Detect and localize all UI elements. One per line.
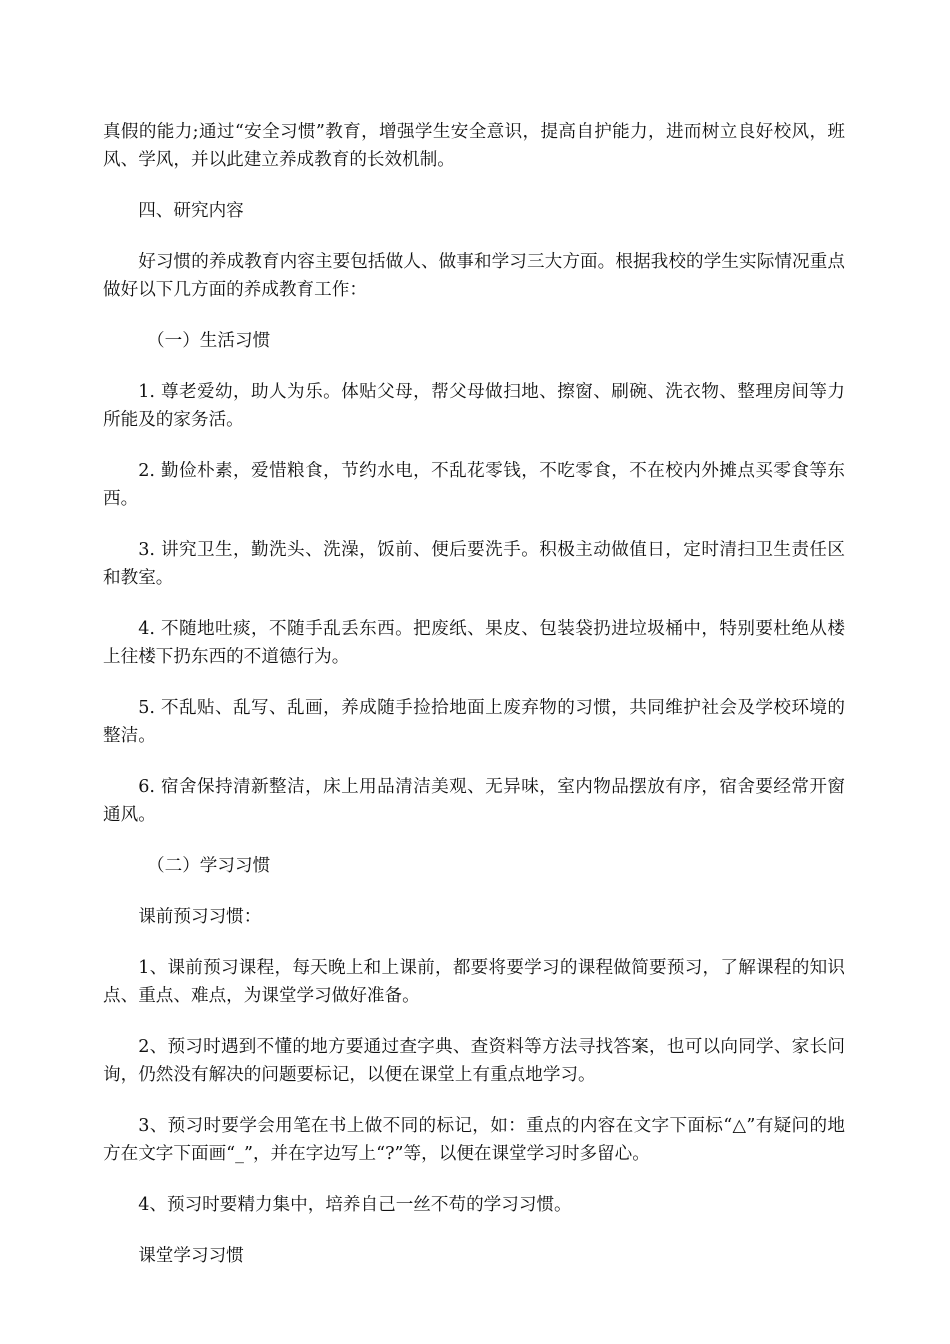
list-item-preview-3: 3、预习时要学会用笔在书上做不同的标记，如：重点的内容在文字下面标“△”有疑问的地方在文字下面画“_”，并在字边写上“?”等，以便在课堂学习时多留心。: [103, 1116, 845, 1164]
list-item-preview-2: 2、预习时遇到不懂的地方要通过查字典、查资料等方法寻找答案，也可以向同学、家长问询，仍然没有解决的问题要标记，以便在课堂上有重点地学习。: [103, 1037, 845, 1085]
list-item-life-6: 6. 宿舍保持清新整洁，床上用品清洁美观、无异味，室内物品摆放有序，宿舍要经常开窗通风。: [103, 777, 845, 825]
paragraph-intro-continuation: 真假的能力;通过“安全习惯”教育，增强学生安全意识，提高自护能力，进而树立良好校风，班风、学风，并以此建立养成教育的长效机制。: [103, 122, 845, 170]
document-body: [103, 118, 845, 1293]
list-item-life-3: 3. 讲究卫生，勤洗头、洗澡，饭前、便后要洗手。积极主动做值日，定时清扫卫生责任区和教室。: [103, 540, 845, 588]
subsection-label-classroom-habits: 课堂学习习惯: [138, 1246, 244, 1266]
subheading-study-habits: （二）学习习惯: [147, 856, 271, 876]
paragraph-overview: 好习惯的养成教育内容主要包括做人、做事和学习三大方面。根据我校的学生实际情况重点做好以下几方面的养成教育工作：: [103, 252, 845, 300]
list-item-preview-1: 1、课前预习课程，每天晚上和上课前，都要将要学习的课程做简要预习，了解课程的知识点、重点、难点，为课堂学习做好准备。: [103, 958, 845, 1006]
list-item-preview-4: 4、预习时要精力集中，培养自己一丝不苟的学习习惯。: [138, 1195, 572, 1215]
subsection-label-preview-habits: 课前预习习惯：: [138, 907, 262, 927]
list-item-life-2: 2. 勤俭朴素，爱惜粮食，节约水电，不乱花零钱，不吃零食，不在校内外摊点买零食等东西。: [103, 461, 845, 509]
list-item-life-1: 1. 尊老爱幼，助人为乐。体贴父母，帮父母做扫地、擦窗、刷碗、洗衣物、整理房间等力所能及的家务活。: [103, 382, 845, 430]
list-item-life-5: 5. 不乱贴、乱写、乱画，养成随手捡拾地面上废弃物的习惯，共同维护社会及学校环境的整洁。: [103, 698, 845, 746]
subheading-life-habits: （一）生活习惯: [147, 331, 271, 351]
section-heading-research-content: 四、研究内容: [138, 201, 244, 221]
list-item-life-4: 4. 不随地吐痰，不随手乱丢东西。把废纸、果皮、包装袋扔进垃圾桶中，特别要杜绝从楼上往楼下扔东西的不道德行为。: [103, 619, 845, 667]
